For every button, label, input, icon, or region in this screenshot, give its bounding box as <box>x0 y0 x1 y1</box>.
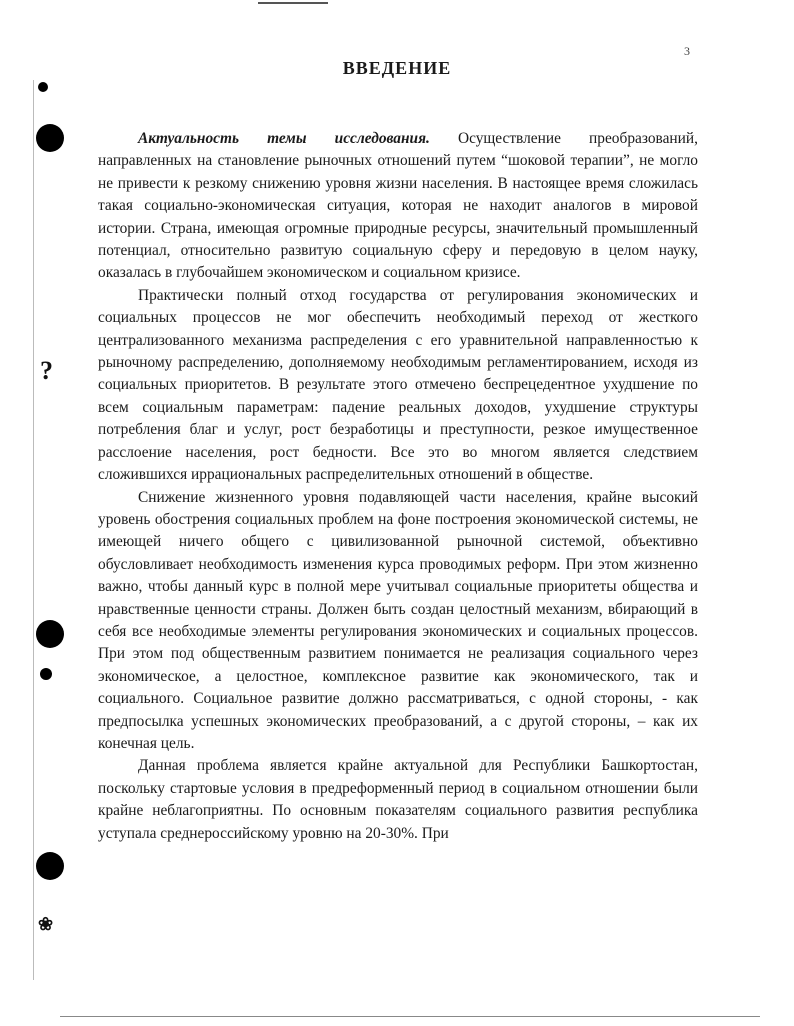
scan-edge-mark-top <box>258 2 328 4</box>
scan-edge-mark-bottom <box>60 1016 760 1017</box>
body-text <box>98 128 698 845</box>
paragraph-1 <box>98 128 698 285</box>
binder-hole-small-1 <box>38 82 48 92</box>
page-number: 3 <box>684 44 690 58</box>
margin-hole-fragment-2: ❀ <box>38 914 54 934</box>
binder-hole-small-2 <box>40 668 52 680</box>
paragraph-lead: Актуальность темы исследования. <box>138 130 430 147</box>
paragraph-4: Данная проблема является крайне актуальной для Республики Башкортостан, поскольку стартовые условия в предреформенный период в социальном отношении были крайне неблагоприятны. По основным показателям социального развития республика уступала среднероссийскому уровню на 20-30%. При <box>98 757 698 842</box>
paragraph-2: Практически полный отход государства от регулирования экономических и социальных процессов не мог обеспечить необходимый переход от жесткого централизованного механизма распределения с его уравнительной направленностью к рыночному распределению, дополняемому необходимым регламентированием, исходя из социальных приоритетов. В результате этого отмечено беспрецедентное ухудшение по всем социальным параметрам: падение реальных доходов, ухудшение структуры потребления благ и услуг, рост безработицы и преступности, резкое имущественное расслоение населения, рост бедности. Все это во многом является следствием сложившихся иррациональных распределительных отношений в обществе. <box>98 286 698 484</box>
scan-margin-line <box>33 80 34 980</box>
paragraph-3: Снижение жизненного уровня подавляющей части населения, крайне высокий уровень обострения социальных проблем на фоне построения экономической системы, не имеющей ничего общего с цивилизованной рыночной системой, объективно обусловливает необходимость изменения курса проводимых реформ. При этом жизненно важно, чтобы данный курс в полной мере учитывал социальные приоритеты общества и нравственные ценности страны. Должен быть создан целостный механизм, вбирающий в себя все необходимые элементы регулирования экономических и социальных процессов. При этом под общественным развитием понимается не реализация социального через экономическое, а целостное, комплексное развитие как экономического, так и социального. Социальное развитие должно рассматриваться, с одной стороны, - как предпосылка успешных экономических преобразований, а с другой стороны, – как их конечная цель. <box>98 488 698 752</box>
binder-hole-1 <box>36 124 64 152</box>
binder-hole-3 <box>36 852 64 880</box>
page-title: ВВЕДЕНИЕ <box>342 58 452 78</box>
paragraph-text: Осуществление преобразований, направленных на становление рыночных отношений путем “шоковой терапии”, не могло не привести к резкому снижению уровня жизни населения. В настоящее время сложилась такая социально-экономическая ситуация, которая не находит аналогов в мировой истории. Страна, имеющая огромные природные ресурсы, значительный промышленный потенциал, относительно развитую социальную сферу и передовую в целом науку, оказалась в глубочайшем экономическом и социальном кризисе. <box>98 130 698 282</box>
binder-hole-2 <box>36 620 64 648</box>
margin-hole-fragment-1: ? <box>40 356 53 385</box>
